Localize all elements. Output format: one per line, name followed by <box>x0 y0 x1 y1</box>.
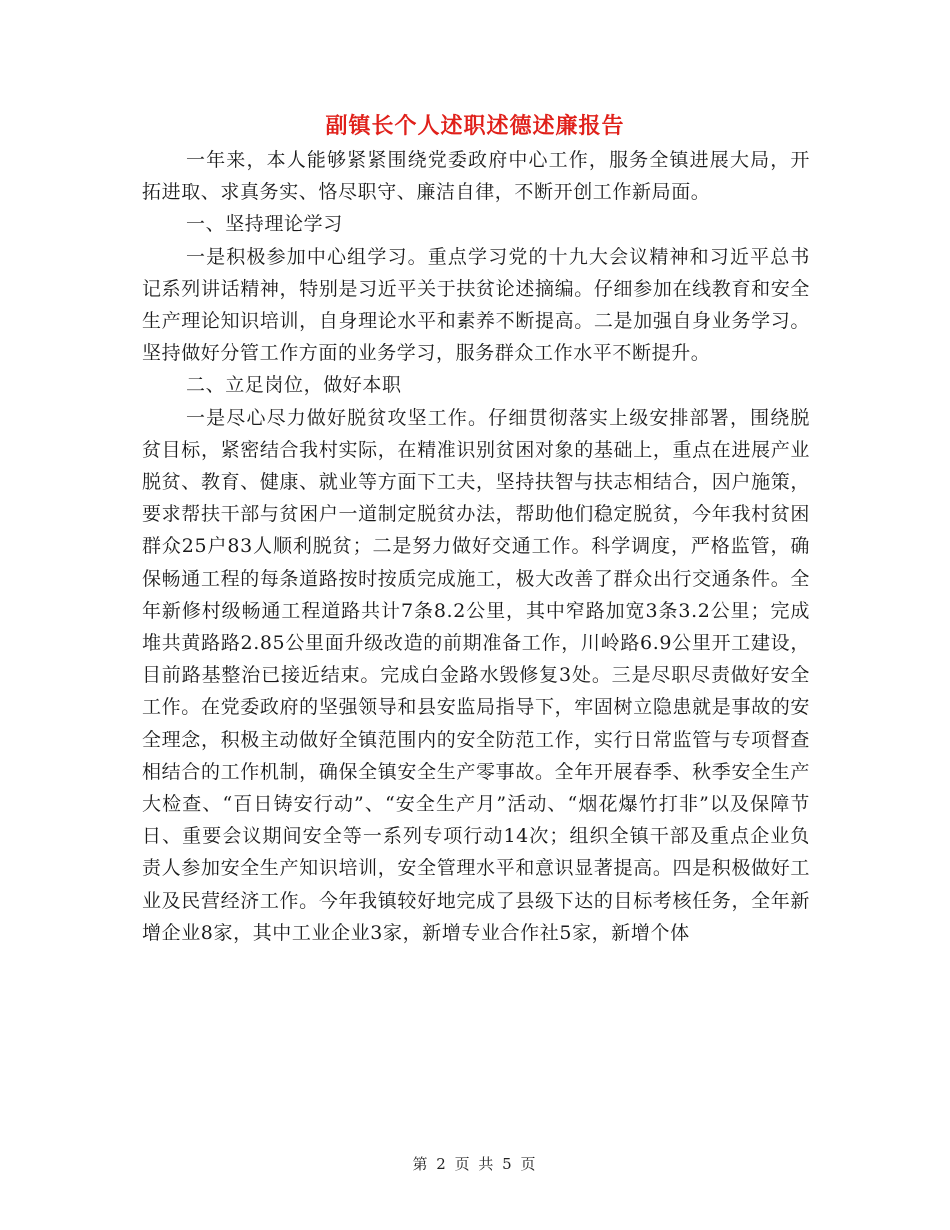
section-heading-job-duties: 二、立足岗位，做好本职 <box>186 374 402 397</box>
paragraph-intro: 一年来，本人能够紧紧围绕党委政府中心工作，服务全镇进展大局，开拓进取、求真务实、恪尽职守、廉洁自律，不断开创工作新局面。 <box>142 149 810 204</box>
paragraph-job-duties: 一是尽心尽力做好脱贫攻坚工作。仔细贯彻落实上级安排部署，围绕脱贫目标，紧密结合我村实际，在精准识别贫困对象的基础上，重点在进展产业脱贫、教育、健康、就业等方面下工夫，坚持扶智与扶志相结合，因户施策，要求帮扶干部与贫困户一道制定脱贫办法，帮助他们稳定脱贫，今年我村贫困群众25户83人顺利脱贫；二是努力做好交通工作。科学调度，严格监管，确保畅通工程的每条道路按时按质完成施工，极大改善了群众出行交通条件。全年新修村级畅通工程道路共计7条8.2公里，其中窄路加宽3条3.2公里；完成堆共黄路路2.85公里面升级改造的前期准备工作，川岭路6.9公里开工建设，目前路基整治已接近结束。完成白金路水毁修复3处。三是尽职尽责做好安全工作。在党委政府的坚强领导和县安监局指导下，牢固树立隐患就是事故的安全理念，积极主动做好全镇范围内的安全防范工作，实行日常监管与专项督查相结合的工作机制，确保全镇安全生产零事故。全年开展春季、秋季安全生产大检查、“百日铸安行动”、“安全生产月”活动、“烟花爆竹打非”以及保障节日、重要会议期间安全等一系列专项行动14次；组织全镇干部及重点企业负责人参加安全生产知识培训，安全管理水平和意识显著提高。四是积极做好工业及民营经济工作。今年我镇较好地完成了县级下达的目标考核任务，全年新增企业8家，其中工业企业3家，新增专业合作社5家，新增个体 <box>142 406 810 944</box>
section-heading-theory-study: 一、坚持理论学习 <box>186 213 343 236</box>
document-title: 副镇长个人述职述德述廉报告 <box>325 113 625 139</box>
page-number-footer: 第 2 页 共 5 页 <box>412 1155 538 1173</box>
paragraph-theory-study: 一是积极参加中心组学习。重点学习党的十九大会议精神和习近平总书记系列讲话精神，特别是习近平关于扶贫论述摘编。仔细参加在线教育和安全生产理论知识培训，自身理论水平和素养不断提高。二是加强自身业务学习。坚持做好分管工作方面的业务学习，服务群众工作水平不断提升。 <box>142 245 810 365</box>
document-body <box>142 144 810 949</box>
